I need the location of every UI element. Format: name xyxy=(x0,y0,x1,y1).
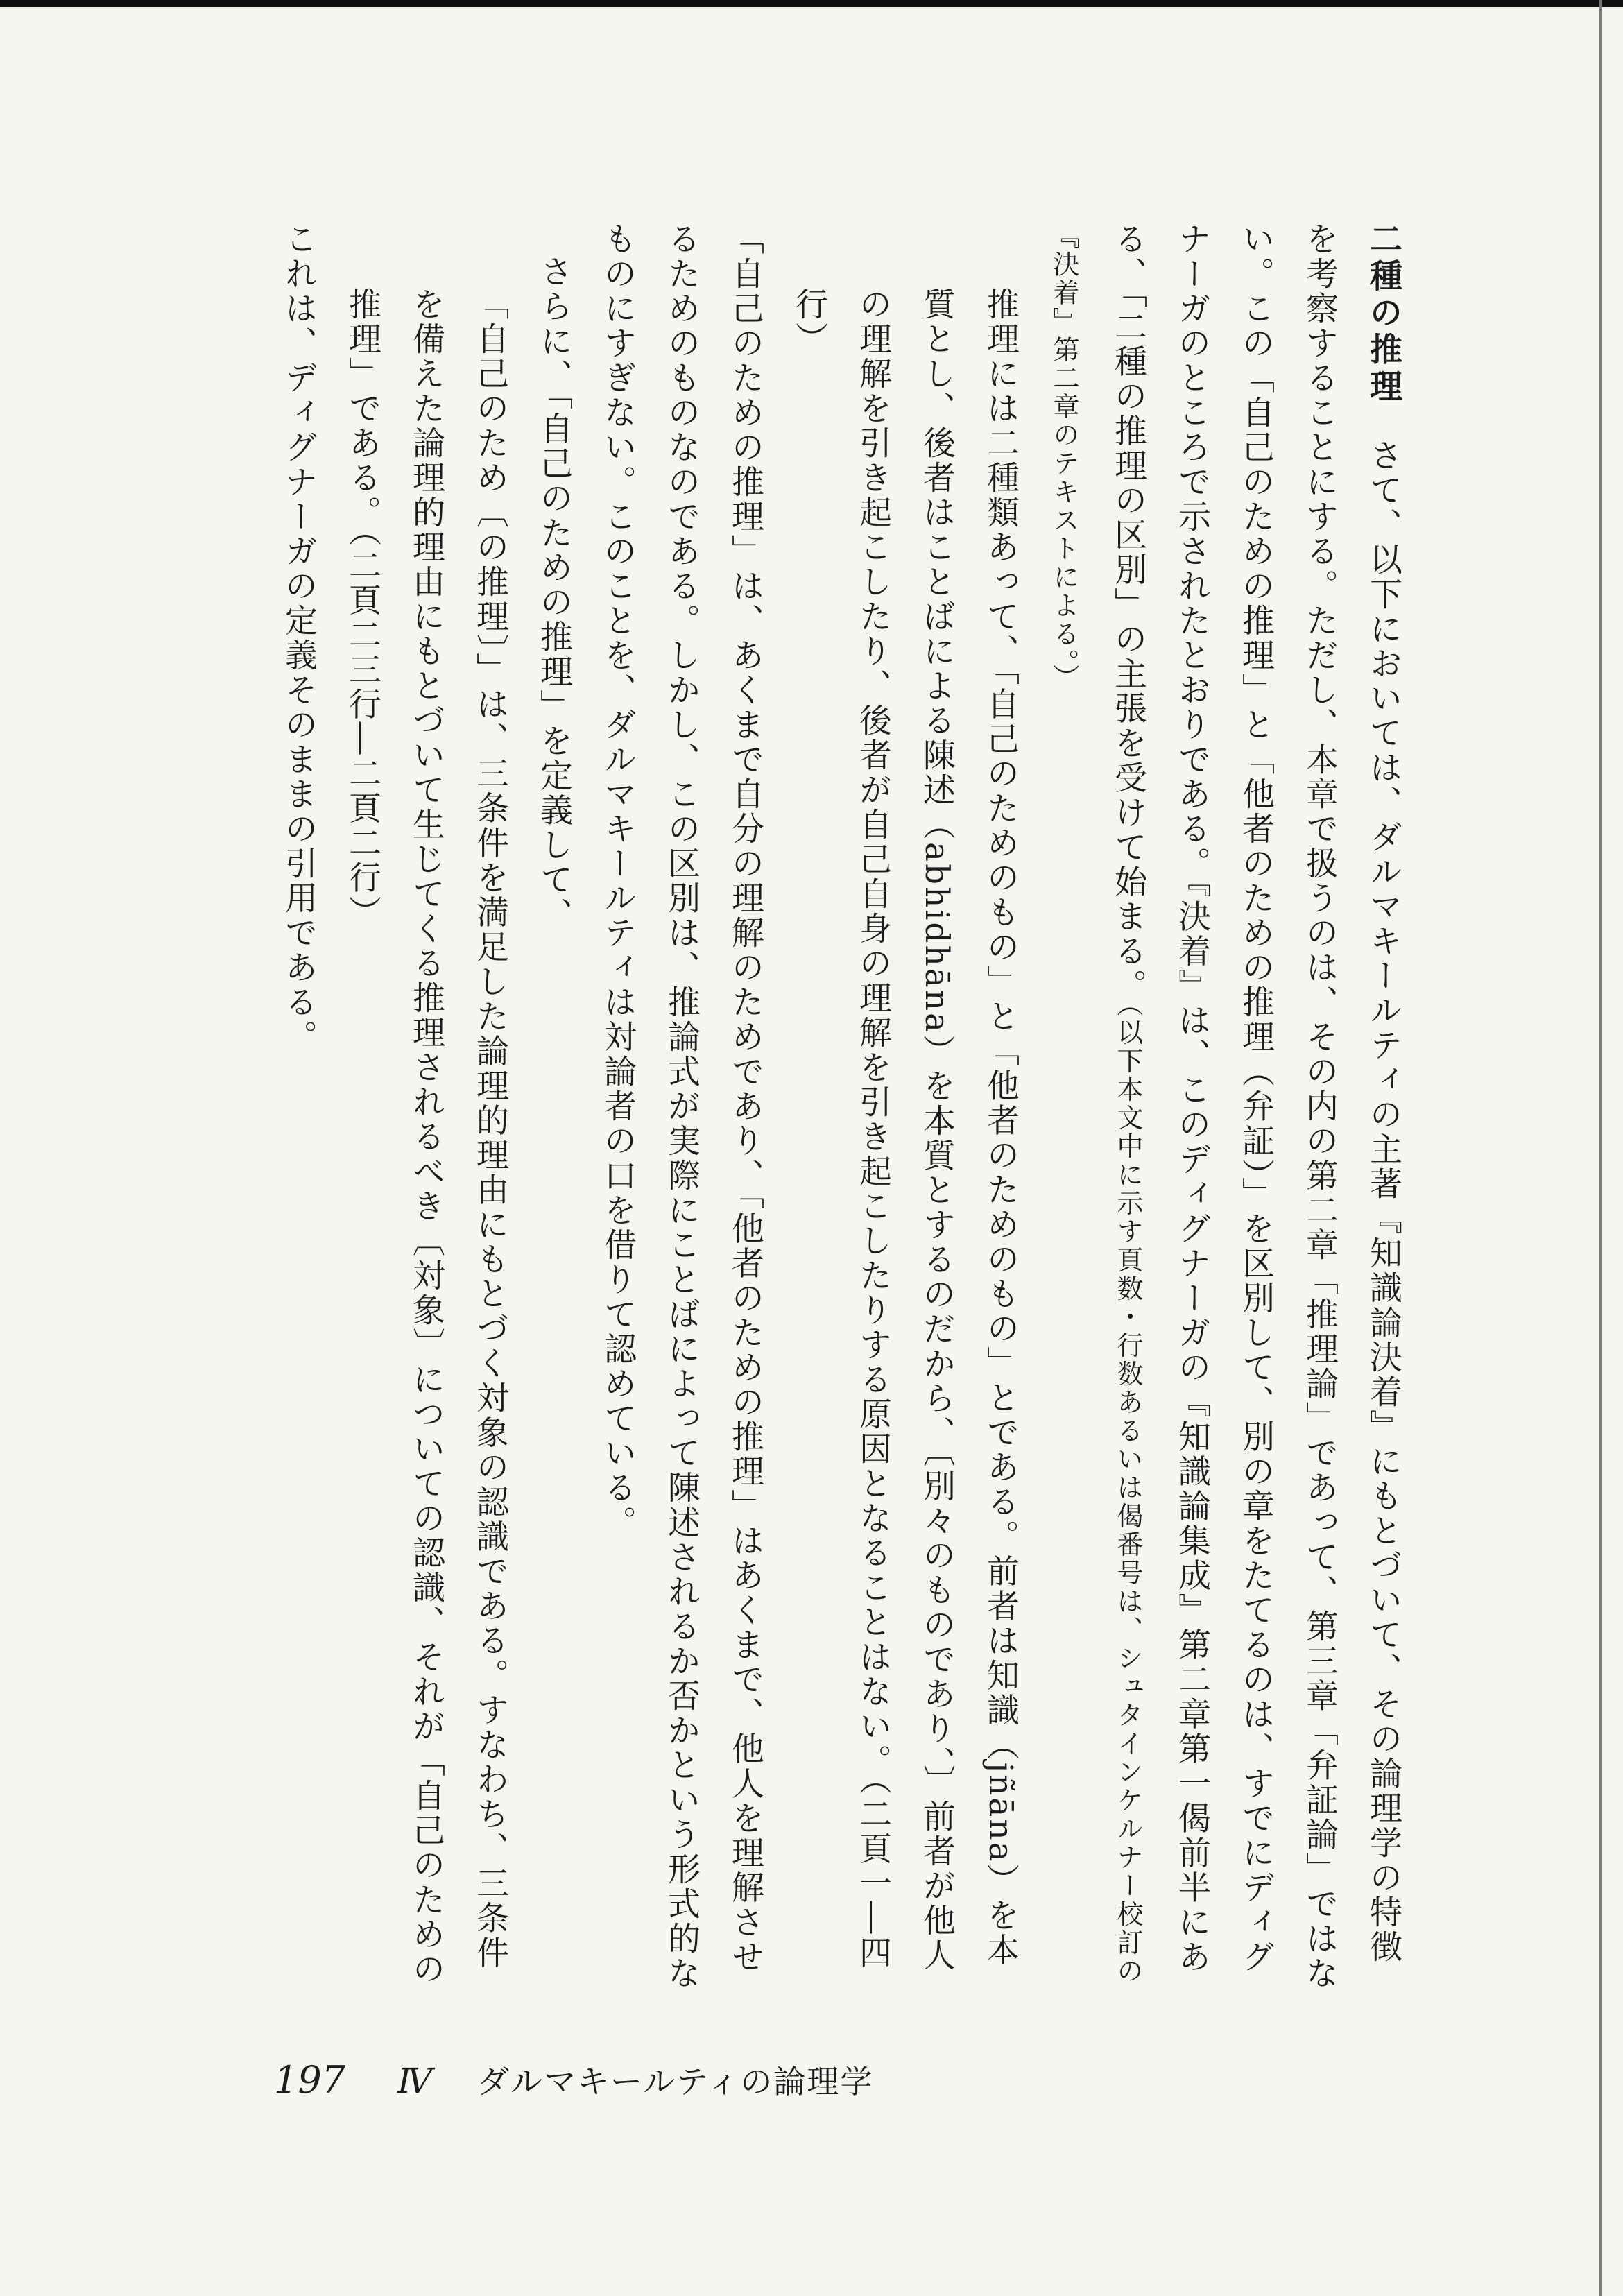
chapter-number: Ⅳ xyxy=(397,2061,433,2101)
page-number: 197 xyxy=(274,2058,346,2102)
vertical-text-body xyxy=(125,222,1415,1991)
chapter-title: ダルマキールティの論理学 xyxy=(477,2063,874,2100)
intro-paragraph xyxy=(1032,222,1415,1991)
scan-top-border xyxy=(0,0,1623,7)
scan-right-edge xyxy=(1599,0,1602,2296)
section-heading: 二種の推理 xyxy=(1364,222,1402,406)
paragraph-2: 「自己のための推理」は、あくまで自分の理解のためであり、「他者のための推理」はあくまで、他人を理解させるためのものなのである。しかし、この区別は、推論式が実際にことばによって陳述されるか否かという形式的なものにすぎない。このことを、ダルマキールティは対論者の口を借りて認めている。 xyxy=(599,222,764,1991)
paragraph-3: さらに、「自己のための推理」を定義して、 xyxy=(535,255,573,932)
paragraph-4: これは、ディグナーガの定義そのままの引用である。 xyxy=(280,222,318,1054)
block-quote-2: 「自己のため〔の推理〕」は、三条件を満足した論理的理由にもとづく対象の認識である。すなわち、三条件を備えた論理的理由にもとづいて生じてくる推理されるべき〔対象〕についての認識、それが「自己のための推理」である。（二頁二三行―二頁二行） xyxy=(343,287,509,1987)
intro-note: （以下本文中に示す頁数・行数あるいは偈番号は、シュタインケルナー校訂の『決着』第二章のテキストによる。） xyxy=(1049,222,1143,1986)
page-footer xyxy=(274,2057,873,2102)
block-quote-1: 推理には二種類あって、「自己のためのもの」と「他者のためのもの」とである。前者は知識（jñāna）を本質とし、後者はことばによる陳述（abhidhāna）を本質とするのだから、〔別々のものであり、〕前者が他人の理解を引き起こしたり、後者が自己自身の理解を引き起こしたりする原因となることはない。（二頁一―四行） xyxy=(790,287,1020,1973)
intro-text: さて、以下においては、ダルマキールティの主著『知識論決着』にもとづいて、その論理学の特徴を考察することにする。ただし、本章で扱うのは、その内の第二章「推理論」であって、第三章「弁証論」ではない。この「自己のための推理」と「他者のための推理（弁証）」を区別して、別の章をたてるのは、すでにディグナーガのところで示されたとおりである。『決着』は、このディグナーガの『知識論集成』第二章第一偈前半にある、「二種の推理の区別」の主張を受けて始まる。 xyxy=(1109,222,1402,1991)
